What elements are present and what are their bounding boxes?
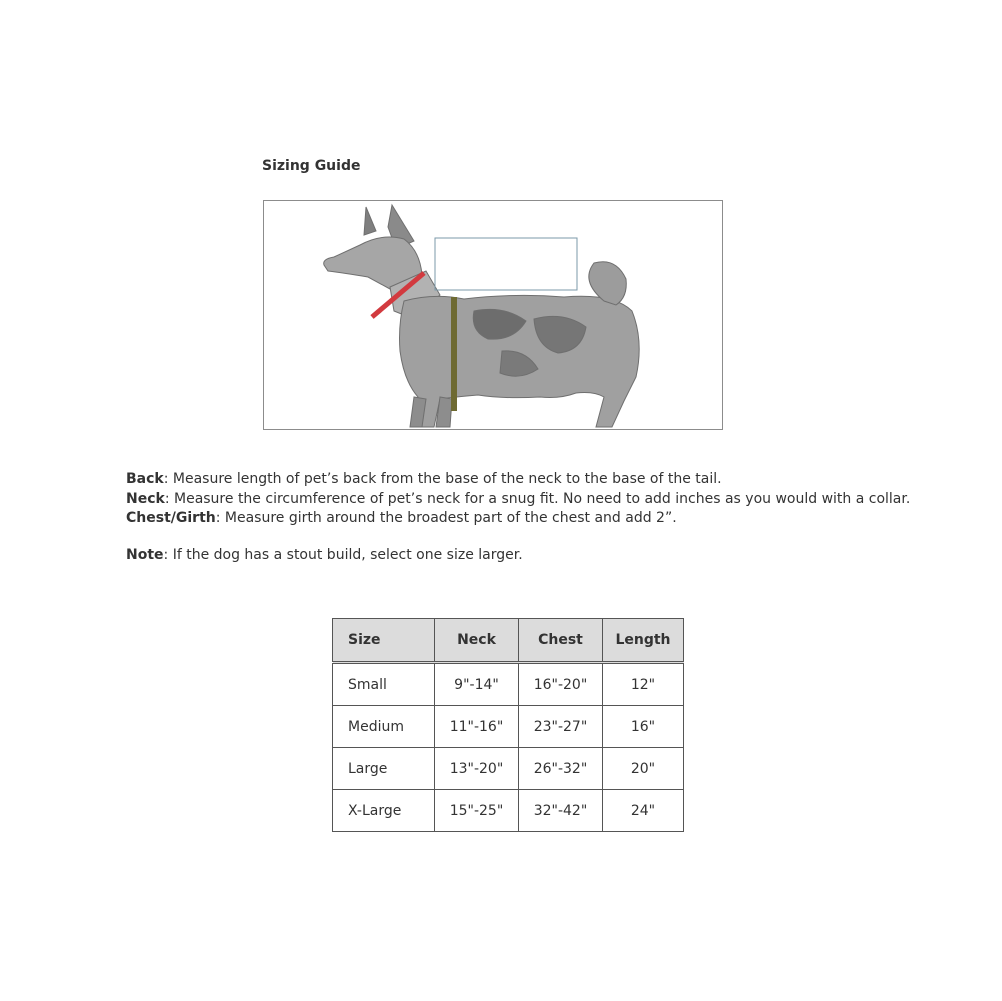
table-header-row bbox=[333, 619, 684, 663]
cell-chest: 23"-27" bbox=[519, 706, 603, 748]
cell-size: Medium bbox=[333, 706, 435, 748]
size-table bbox=[332, 618, 684, 832]
cell-size: Small bbox=[333, 663, 435, 706]
column-header-length: Length bbox=[603, 619, 684, 663]
column-header-neck: Neck bbox=[435, 619, 519, 663]
cell-chest: 16"-20" bbox=[519, 663, 603, 706]
definition-term: Back bbox=[126, 471, 164, 487]
table-row bbox=[333, 706, 684, 748]
cell-neck: 11"-16" bbox=[435, 706, 519, 748]
cell-chest: 26"-32" bbox=[519, 748, 603, 790]
definition-chest bbox=[126, 509, 910, 529]
cell-neck: 13"-20" bbox=[435, 748, 519, 790]
note-term: Note bbox=[126, 547, 164, 563]
dog-diagram-svg bbox=[264, 201, 722, 429]
cell-length: 12" bbox=[603, 663, 684, 706]
cell-size: Large bbox=[333, 748, 435, 790]
dog-measurement-illustration bbox=[263, 200, 723, 430]
cell-length: 20" bbox=[603, 748, 684, 790]
definition-term: Chest/Girth bbox=[126, 510, 216, 526]
table-row bbox=[333, 748, 684, 790]
cell-chest: 32"-42" bbox=[519, 790, 603, 832]
cell-neck: 15"-25" bbox=[435, 790, 519, 832]
measurement-definitions bbox=[126, 470, 910, 529]
page-title: Sizing Guide bbox=[262, 158, 361, 174]
cell-size: X-Large bbox=[333, 790, 435, 832]
back-measure-box bbox=[435, 238, 577, 290]
note-text: : If the dog has a stout build, select one size larger. bbox=[163, 547, 523, 563]
sizing-note bbox=[126, 547, 523, 563]
table-row bbox=[333, 790, 684, 832]
column-header-chest: Chest bbox=[519, 619, 603, 663]
definition-text: : Measure girth around the broadest part of the chest and add 2”. bbox=[215, 510, 677, 526]
definition-back bbox=[126, 470, 910, 490]
cell-neck: 9"-14" bbox=[435, 663, 519, 706]
definition-term: Neck bbox=[126, 490, 165, 507]
definition-neck bbox=[126, 490, 910, 510]
column-header-size: Size bbox=[333, 619, 435, 663]
definition-text: : Measure length of pet’s back from the base of the neck to the base of the tail. bbox=[163, 471, 722, 487]
cell-length: 24" bbox=[603, 790, 684, 832]
cell-length: 16" bbox=[603, 706, 684, 748]
table-row bbox=[333, 663, 684, 706]
definition-text: : Measure the circumference of pet’s neck for a snug fit. No need to add inches as you would with a collar. bbox=[164, 490, 911, 507]
